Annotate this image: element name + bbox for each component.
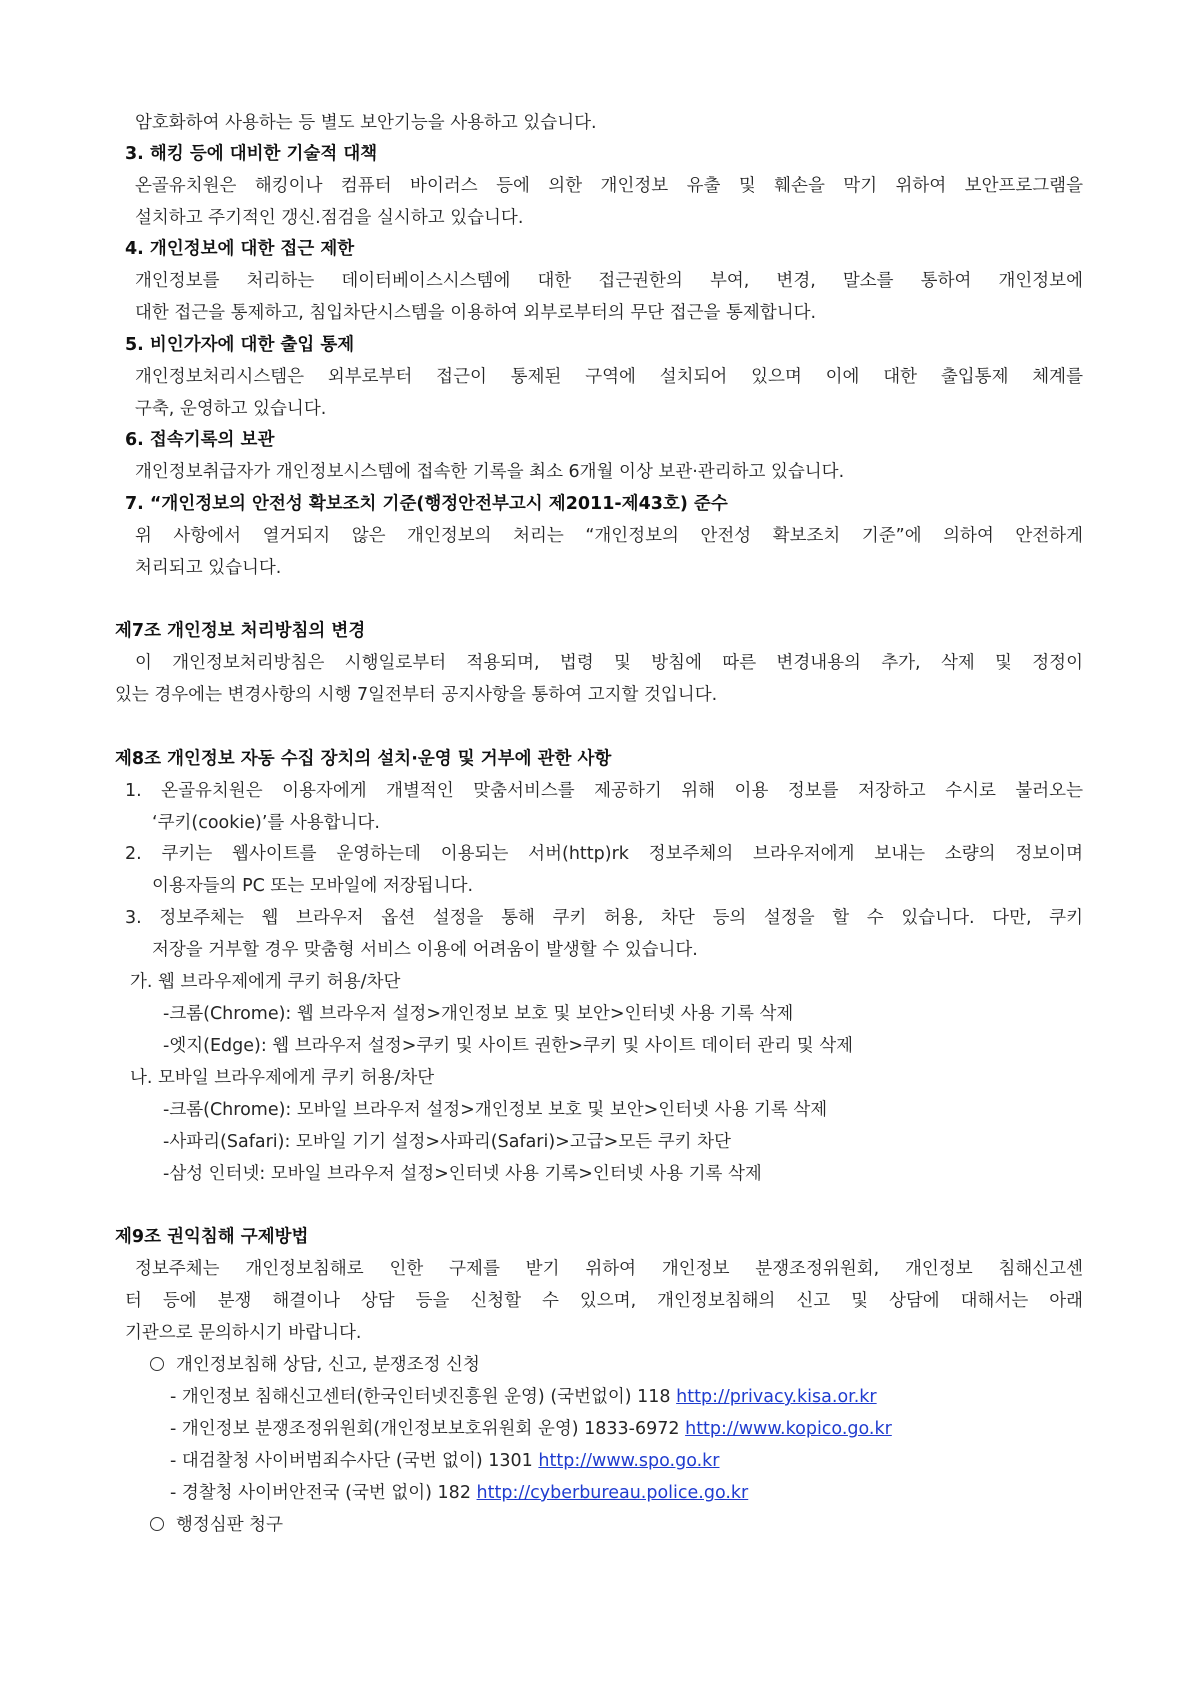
contact-row [170, 1386, 877, 1408]
article-9-line-3: 기관으로 문의하시기 바랍니다. [125, 1323, 362, 1343]
article-8-title: 제8조 개인정보 자동 수집 장치의 설치·운영 및 거부에 관한 사항 [115, 749, 612, 769]
item-7-title: 7. “개인정보의 안전성 확보조치 기준(행정안전부고시 제2011-제43호) 준수 [125, 494, 728, 514]
article-8-item-2-line-1: 2. 쿠키는 웹사이트를 운영하는데 이용되는 서버(http)rk 정보주체의 브라우저에게 보내는 소량의 정보이며 [125, 844, 1083, 864]
subitem-ga-chrome: -크롬(Chrome): 웹 브라우저 설정>개인정보 보호 및 보안>인터넷 사용 기록 삭제 [163, 1004, 794, 1024]
contact-row [170, 1450, 719, 1472]
subitem-na-samsung: -삼성 인터넷: 모바일 브라우저 설정>인터넷 사용 기록>인터넷 사용 기록 삭제 [163, 1164, 762, 1184]
article-9-line-2: 터 등에 분쟁 해결이나 상담 등을 신청할 수 있으며, 개인정보침해의 신고 및 상담에 대해서는 아래 [125, 1291, 1083, 1311]
contact-label: - 개인정보 침해신고센터(한국인터넷진흥원 운영) (국번없이) 118 [170, 1387, 671, 1407]
subitem-ga-edge: -엣지(Edge): 웹 브라우저 설정>쿠키 및 사이트 권한>쿠키 및 사이트 데이터 관리 및 삭제 [163, 1036, 854, 1056]
item-4-title: 4. 개인정보에 대한 접근 제한 [125, 239, 355, 259]
contact-row [170, 1418, 892, 1440]
article-7-title: 제7조 개인정보 처리방침의 변경 [115, 621, 366, 641]
item-5-line-2: 구축, 운영하고 있습니다. [135, 399, 327, 419]
item-5-line-1: 개인정보처리시스템은 외부로부터 접근이 통제된 구역에 설치되어 있으며 이에 대한 출입통제 체계를 [135, 367, 1083, 387]
contact-row [170, 1482, 748, 1504]
article-8-item-1-line-2: ‘쿠키(cookie)’를 사용합니다. [152, 813, 380, 833]
circle-item-1-label: 개인정보침해 상담, 신고, 분쟁조정 신청 [176, 1355, 480, 1375]
item-6-line-1: 개인정보취급자가 개인정보시스템에 접속한 기록을 최소 6개월 이상 보관·관리하고 있습니다. [135, 462, 845, 482]
article-8-item-1-line-1: 1. 온골유치원은 이용자에게 개별적인 맞춤서비스를 제공하기 위해 이용 정보를 저장하고 수시로 불러오는 [125, 781, 1083, 801]
subitem-na-safari: -사파리(Safari): 모바일 기기 설정>사파리(Safari)>고급>모든 쿠키 차단 [163, 1132, 731, 1152]
article-7-line-1: 이 개인정보처리방침은 시행일로부터 적용되며, 법령 및 방침에 따른 변경내용의 추가, 삭제 및 정정이 [135, 653, 1083, 673]
item-3-line-2: 설치하고 주기적인 갱신.점검을 실시하고 있습니다. [135, 208, 524, 228]
article-8-item-2-line-2: 이용자들의 PC 또는 모바일에 저장됩니다. [152, 876, 474, 896]
circle-item-1 [150, 1354, 480, 1376]
item-3-line-1: 온골유치원은 해킹이나 컴퓨터 바이러스 등에 의한 개인정보 유출 및 훼손을 막기 위하여 보안프로그램을 [135, 176, 1083, 196]
article-7-line-2: 있는 경우에는 변경사항의 시행 7일전부터 공지사항을 통하여 고지할 것입니다. [115, 685, 718, 705]
subitem-na: 나. 모바일 브라우제에게 쿠키 허용/차단 [130, 1068, 435, 1088]
contact-link[interactable]: http://www.kopico.go.kr [685, 1419, 892, 1439]
contact-label: - 경찰청 사이버안전국 (국번 없이) 182 [170, 1483, 471, 1503]
subitem-na-chrome: -크롬(Chrome): 모바일 브라우저 설정>개인정보 보호 및 보안>인터넷 사용 기록 삭제 [163, 1100, 828, 1120]
item-3-title: 3. 해킹 등에 대비한 기술적 대책 [125, 144, 378, 164]
contact-label: - 대검찰청 사이버범죄수사단 (국번 없이) 1301 [170, 1451, 533, 1471]
article-9-line-1: 정보주체는 개인정보침해로 인한 구제를 받기 위하여 개인정보 분쟁조정위원회, 개인정보 침해신고센 [135, 1259, 1083, 1279]
item-7-line-2: 처리되고 있습니다. [135, 558, 282, 578]
contact-link[interactable]: http://cyberbureau.police.go.kr [476, 1483, 749, 1503]
item-6-title: 6. 접속기록의 보관 [125, 430, 275, 450]
item-7-line-1: 위 사항에서 열거되지 않은 개인정보의 처리는 “개인정보의 안전성 확보조치 기준”에 의하여 안전하게 [135, 526, 1083, 546]
article-9-title: 제9조 권익침해 구제방법 [115, 1227, 309, 1247]
contact-label: - 개인정보 분쟁조정위원회(개인정보보호위원회 운영) 1833-6972 [170, 1419, 680, 1439]
contact-link[interactable]: http://privacy.kisa.or.kr [676, 1387, 877, 1407]
circle-item-2-label: 행정심판 청구 [176, 1515, 283, 1535]
subitem-ga: 가. 웹 브라우제에게 쿠키 허용/차단 [130, 972, 401, 992]
item-4-line-1: 개인정보를 처리하는 데이터베이스시스템에 대한 접근권한의 부여, 변경, 말소를 통하여 개인정보에 [135, 271, 1083, 291]
item-5-title: 5. 비인가자에 대한 출입 통제 [125, 335, 355, 355]
item-4-line-2: 대한 접근을 통제하고, 침입차단시스템을 이용하여 외부로부터의 무단 접근을 통제합니다. [135, 303, 817, 323]
circle-item-2 [150, 1514, 283, 1536]
contact-link[interactable]: http://www.spo.go.kr [538, 1451, 720, 1471]
circle-bullet-icon [150, 1517, 164, 1531]
article-8-item-3-line-1: 3. 정보주체는 웹 브라우저 옵션 설정을 통해 쿠키 허용, 차단 등의 설정을 할 수 있습니다. 다만, 쿠키 [125, 908, 1083, 928]
circle-bullet-icon [150, 1357, 164, 1371]
article-8-item-3-line-2: 저장을 거부할 경우 맞춤형 서비스 이용에 어려움이 발생할 수 있습니다. [152, 940, 698, 960]
continuation-line: 암호화하여 사용하는 등 별도 보안기능을 사용하고 있습니다. [135, 113, 597, 133]
